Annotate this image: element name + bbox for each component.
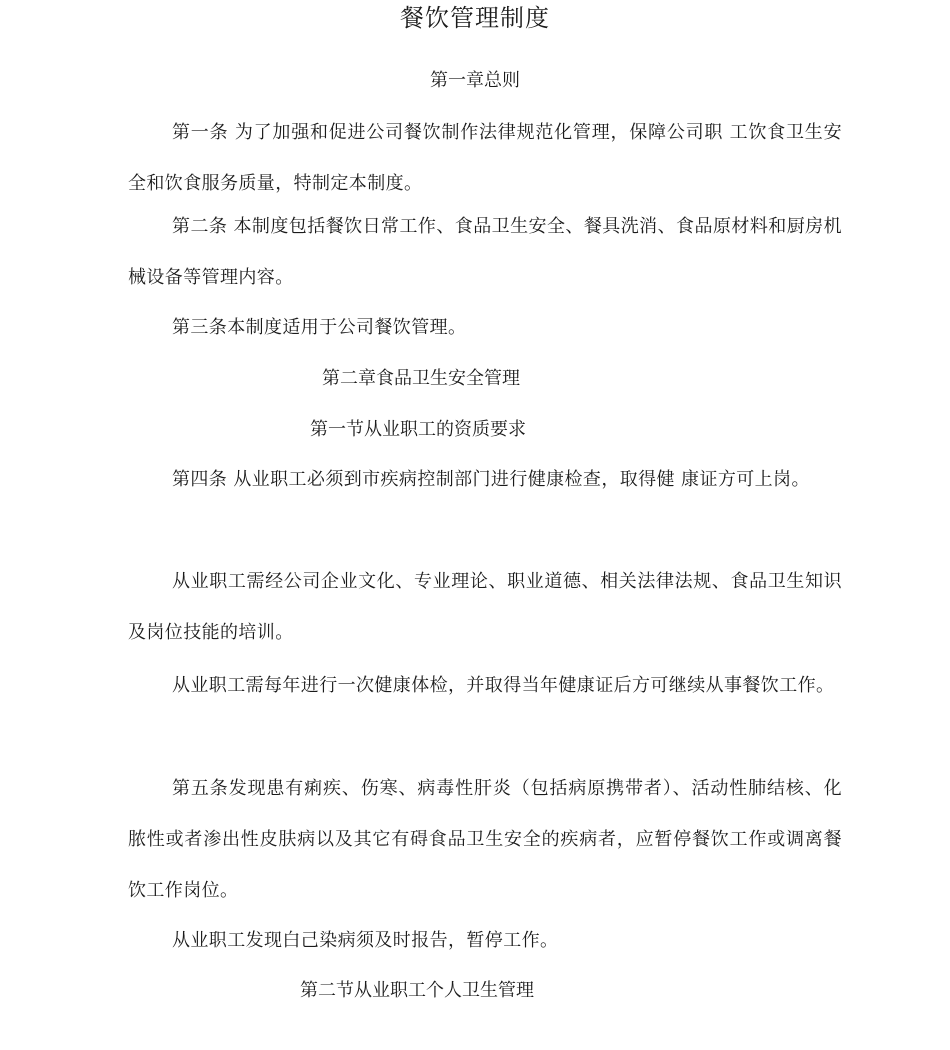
article-3-paragraph: 第三条本制度适用于公司餐饮管理。 (172, 317, 467, 338)
article-1-paragraph: 第一条 为了加强和促进公司餐饮制作法律规范化管理，保障公司职 工饮食卫生安全和饮食服务质量，特制定本制度。 (128, 122, 842, 194)
article-5-paragraph: 第五条发现患有痢疾、伤寒、病毒性肝炎（包括病原携带者）、活动性肺结核、化脓性或者渗出性皮肤病以及其它有碍食品卫生安全的疾病者，应暂停餐饮工作或调离餐饮工作岗位。 (128, 778, 842, 901)
article-4-paragraph: 第四条 从业职工必须到市疾病控制部门进行健康检查，取得健 康证方可上岗。 (172, 469, 810, 490)
document-title: 餐饮管理制度 (400, 4, 550, 32)
section-2-heading: 第二节从业职工个人卫生管理 (300, 980, 534, 1001)
article-2-paragraph: 第二条 本制度包括餐饮日常工作、食品卫生安全、餐具洗消、食品原材料和厨房机械设备等管理内容。 (128, 216, 842, 288)
chapter-2-heading: 第二章食品卫生安全管理 (322, 368, 520, 389)
training-paragraph: 从业职工需经公司企业文化、专业理论、职业道德、相关法律法规、食品卫生知识及岗位技能的培训。 (128, 571, 842, 643)
section-1-heading: 第一节从业职工的资质要求 (310, 419, 526, 440)
illness-report-paragraph: 从业职工发现白己染病须及时报告，暂停工作。 (172, 930, 559, 951)
chapter-1-heading: 第一章总则 (430, 70, 520, 91)
health-checkup-paragraph: 从业职工需每年进行一次健康体检，并取得当年健康证后方可继续从事餐饮工作。 (172, 675, 835, 696)
